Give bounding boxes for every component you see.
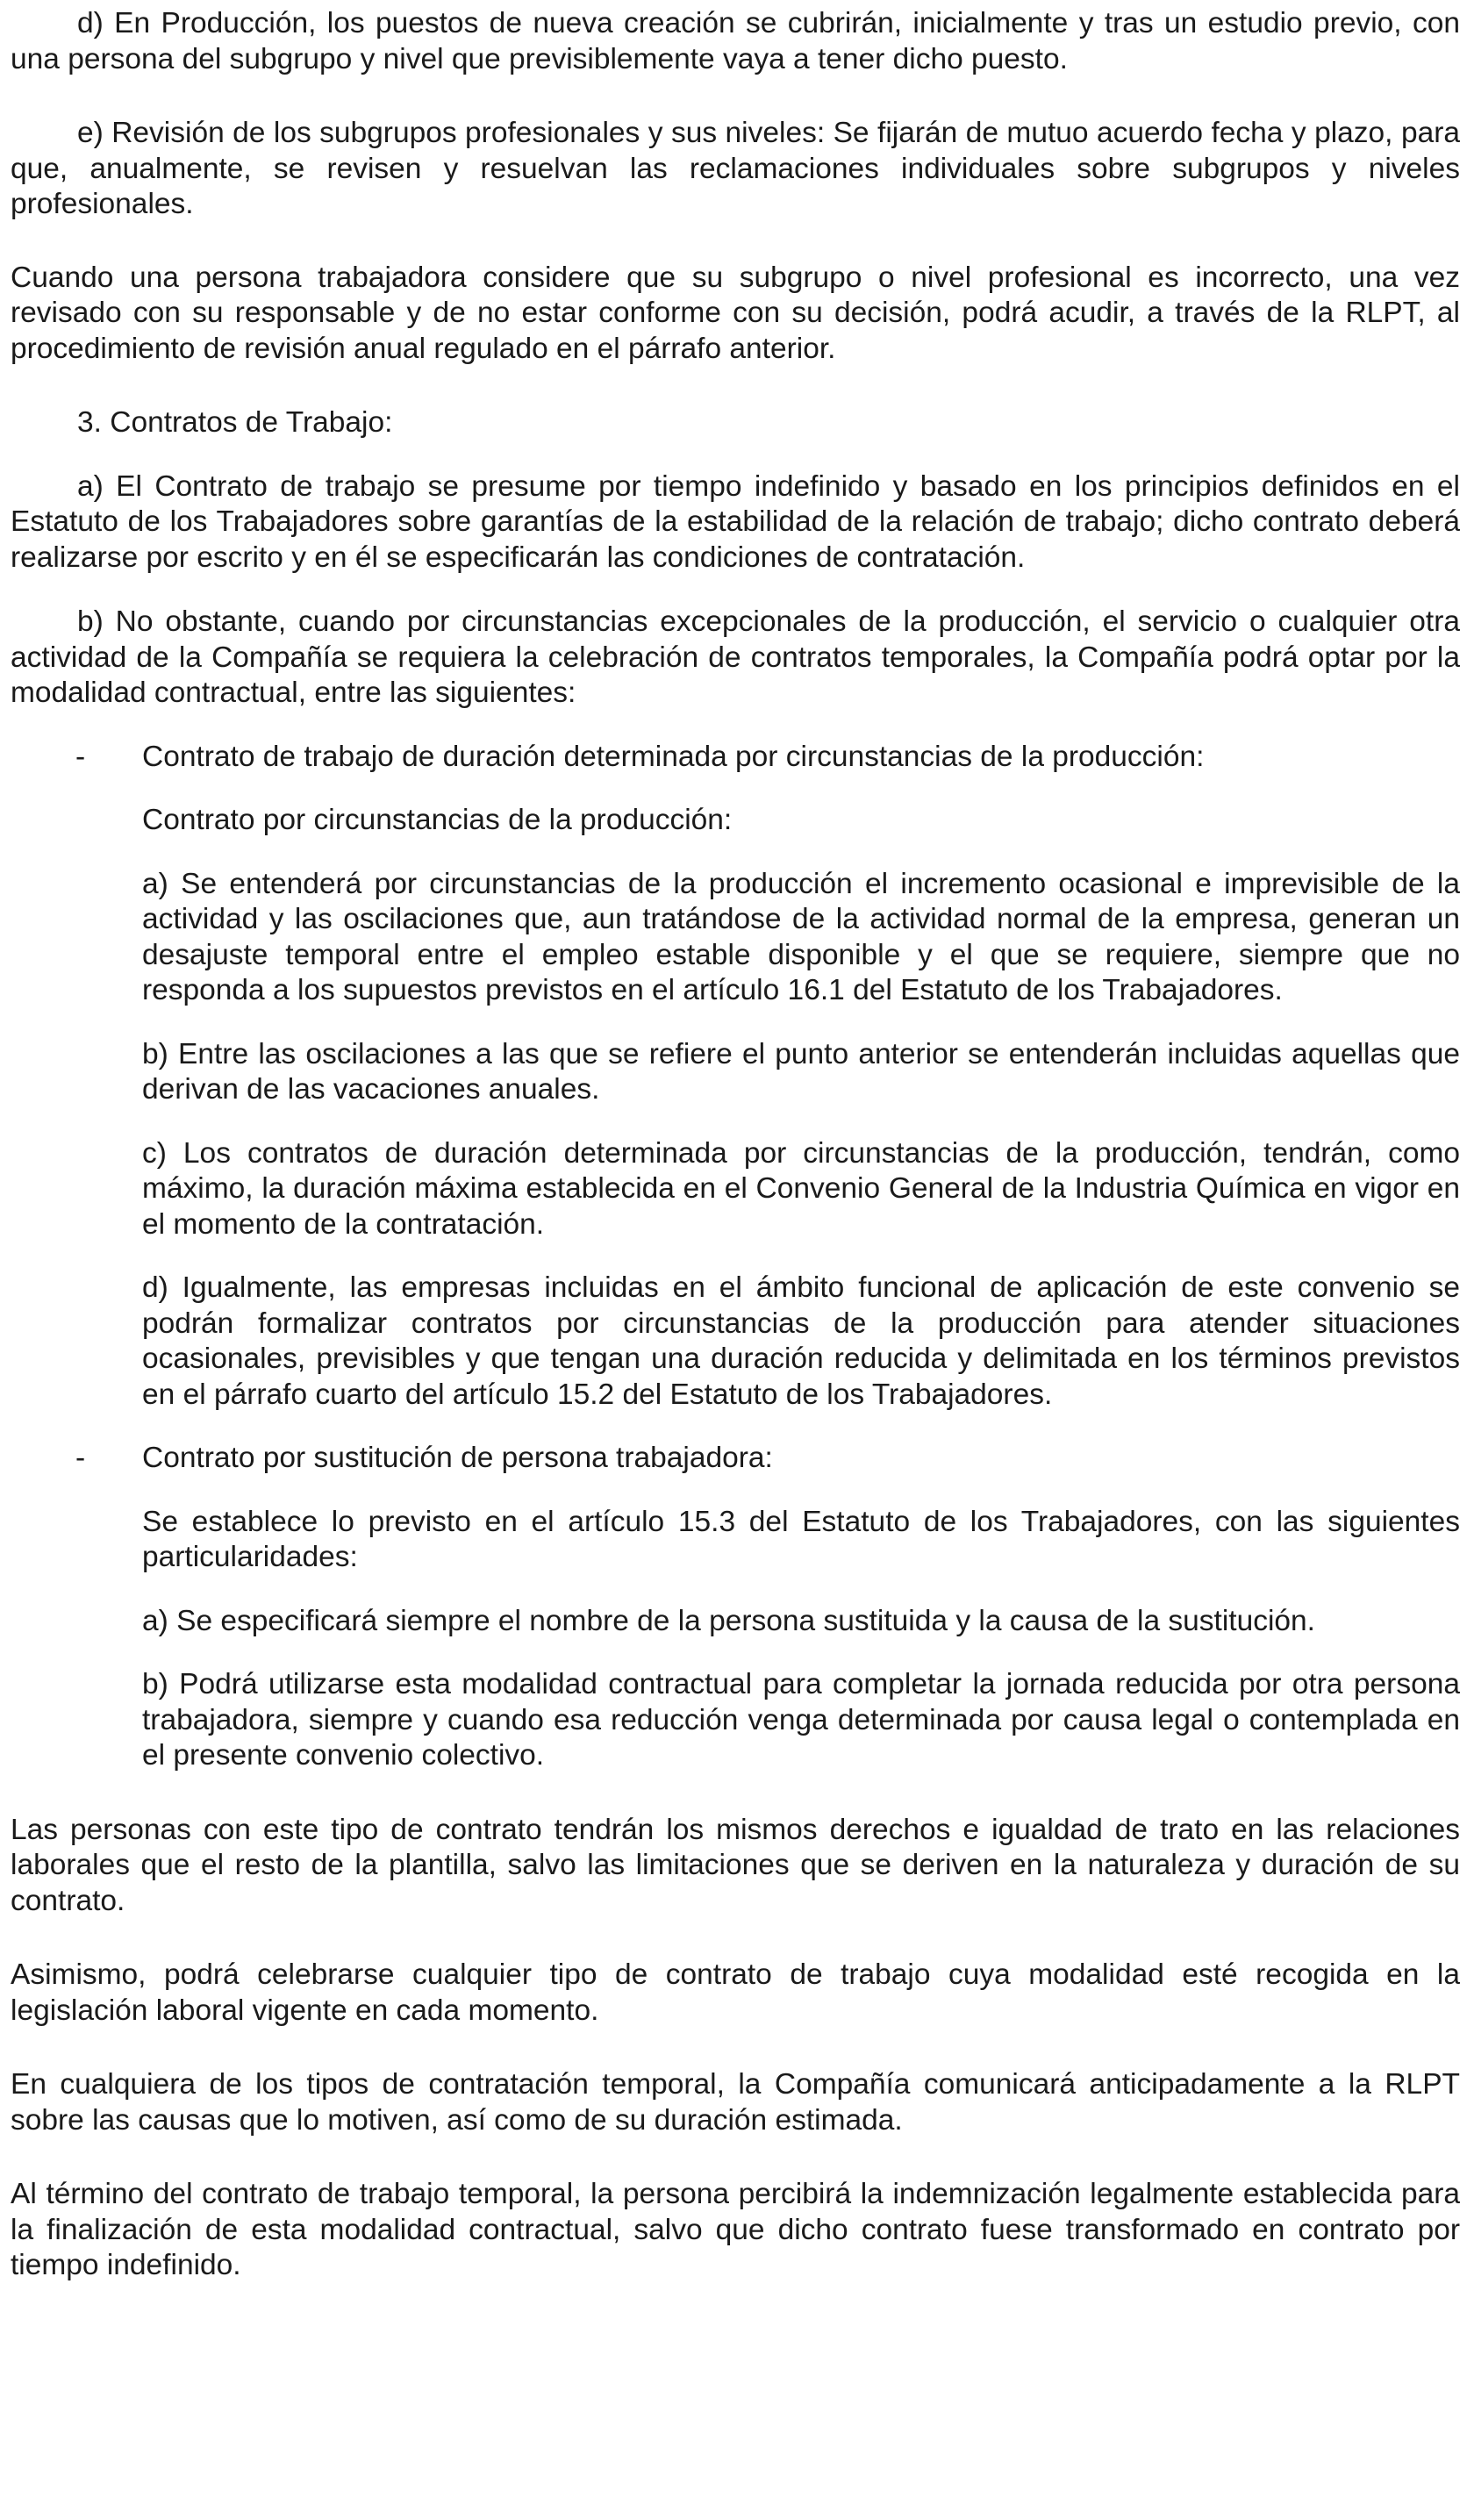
clause-a-definicion: a) Se entenderá por circunstancias de la producción el incremento ocasional e imprevisible de la actividad y las oscilaciones que, aun tratándose de la actividad normal de la empresa, generan un desajuste temporal entre el empleo estable disponible y el que se requiere, siempre que no responda a los supuestos previstos en el artículo 16.1 del Estatuto de los Trabajadores. — [142, 867, 1460, 1006]
paragraph-comunicacion-rlpt: En cualquiera de los tipos de contratación temporal, la Compañía comunicará anticipadamente a la RLPT sobre las causas que lo motiven, así como de su duración estimada. — [11, 2068, 1460, 2137]
bullet-dash: - — [75, 1442, 86, 1474]
paragraph-revision-subgrupos: e) Revisión de los subgrupos profesionales y sus niveles: Se fijarán de mutuo acuerdo fecha y plazo, para que, anualmente, se revisen y resuelvan las reclamaciones individuales sobre subgrupos y niveles profesionales. — [11, 117, 1460, 220]
paragraph-reclamacion-trabajador: Cuando una persona trabajadora considere que su subgrupo o nivel profesional es incorrecto, una vez revisado con su responsable y de no estar conforme con su decisión, podrá acudir, a través de la RLPT, al procedimiento de revisión anual regulado en el párrafo anterior. — [11, 261, 1460, 365]
clause-b-jornada-reducida: b) Podrá utilizarse esta modalidad contractual para completar la jornada reducida por otra persona trabajadora, siempre y cuando esa reducción venga determinada por causa legal o contemplada en el presente convenio colectivo. — [142, 1668, 1460, 1772]
paragraph-produccion-puestos: d) En Producción, los puestos de nueva creación se cubrirán, inicialmente y tras un estudio previo, con una persona del subgrupo y nivel que previsiblemente vaya a tener dicho puesto. — [11, 7, 1460, 75]
bullet-dash: - — [75, 740, 86, 773]
bullet-circunstancias-produccion — [11, 740, 1460, 776]
bullet-sustitucion — [11, 1441, 1460, 1477]
paragraph-articulo-15-3: Se establece lo previsto en el artículo 15.3 del Estatuto de los Trabajadores, con las siguientes particularidades: — [142, 1505, 1460, 1573]
paragraph-contrato-indefinido: a) El Contrato de trabajo se presume por tiempo indefinido y basado en los principios definidos en el Estatuto de los Trabajadores sobre garantías de la estabilidad de la relación de trabajo; dicho contrato deberá realizarse por escrito y en él se especificarán las condiciones de contratación. — [11, 469, 1460, 574]
document-page — [11, 0, 1460, 2284]
clause-a-nombre-sustituida: a) Se especificará siempre el nombre de la persona sustituida y la causa de la sustitución. — [142, 1604, 1315, 1637]
subheading-circunstancias: Contrato por circunstancias de la producción: — [142, 804, 733, 836]
bullet-text: Contrato de trabajo de duración determinada por circunstancias de la producción: — [142, 740, 1205, 773]
section-heading-contratos: 3. Contratos de Trabajo: — [77, 406, 393, 439]
paragraph-igualdad-trato: Las personas con este tipo de contrato tendrán los mismos derechos e igualdad de trato en las relaciones laborales que el resto de la plantilla, salvo las limitaciones que se deriven en la naturaleza y duración de su contrato. — [11, 1813, 1460, 1917]
paragraph-indemnizacion: Al término del contrato de trabajo temporal, la persona percibirá la indemnización legalmente establecida para la finalización de esta modalidad contractual, salvo que dicho contrato fuese transformado en contrato por tiempo indefinido. — [11, 2178, 1460, 2281]
bullet-text: Contrato por sustitución de persona trabajadora: — [142, 1442, 773, 1474]
clause-d-situaciones-ocasionales: d) Igualmente, las empresas incluidas en el ámbito funcional de aplicación de este convenio se podrán formalizar contratos por circunstancias de la producción para atender situaciones ocasionales, previsibles y que tengan una duración reducida y delimitada en los términos previstos en el párrafo cuarto del artículo 15.2 del Estatuto de los Trabajadores. — [142, 1271, 1460, 1411]
clause-b-vacaciones: b) Entre las oscilaciones a las que se refiere el punto anterior se entenderán incluidas aquellas que derivan de las vacaciones anuales. — [142, 1037, 1460, 1106]
paragraph-contratos-temporales: b) No obstante, cuando por circunstancias excepcionales de la producción, el servicio o cualquier otra actividad de la Compañía se requiera la celebración de contratos temporales, la Compañía podrá optar por la modalidad contractual, entre las siguientes: — [11, 605, 1460, 709]
clause-c-duracion-maxima: c) Los contratos de duración determinada por circunstancias de la producción, tendrán, como máximo, la duración máxima establecida en el Convenio General de la Industria Química en vigor en el momento de la contratación. — [142, 1136, 1460, 1241]
paragraph-otros-contratos: Asimismo, podrá celebrarse cualquier tipo de contrato de trabajo cuya modalidad esté recogida en la legislación laboral vigente en cada momento. — [11, 1958, 1460, 2027]
